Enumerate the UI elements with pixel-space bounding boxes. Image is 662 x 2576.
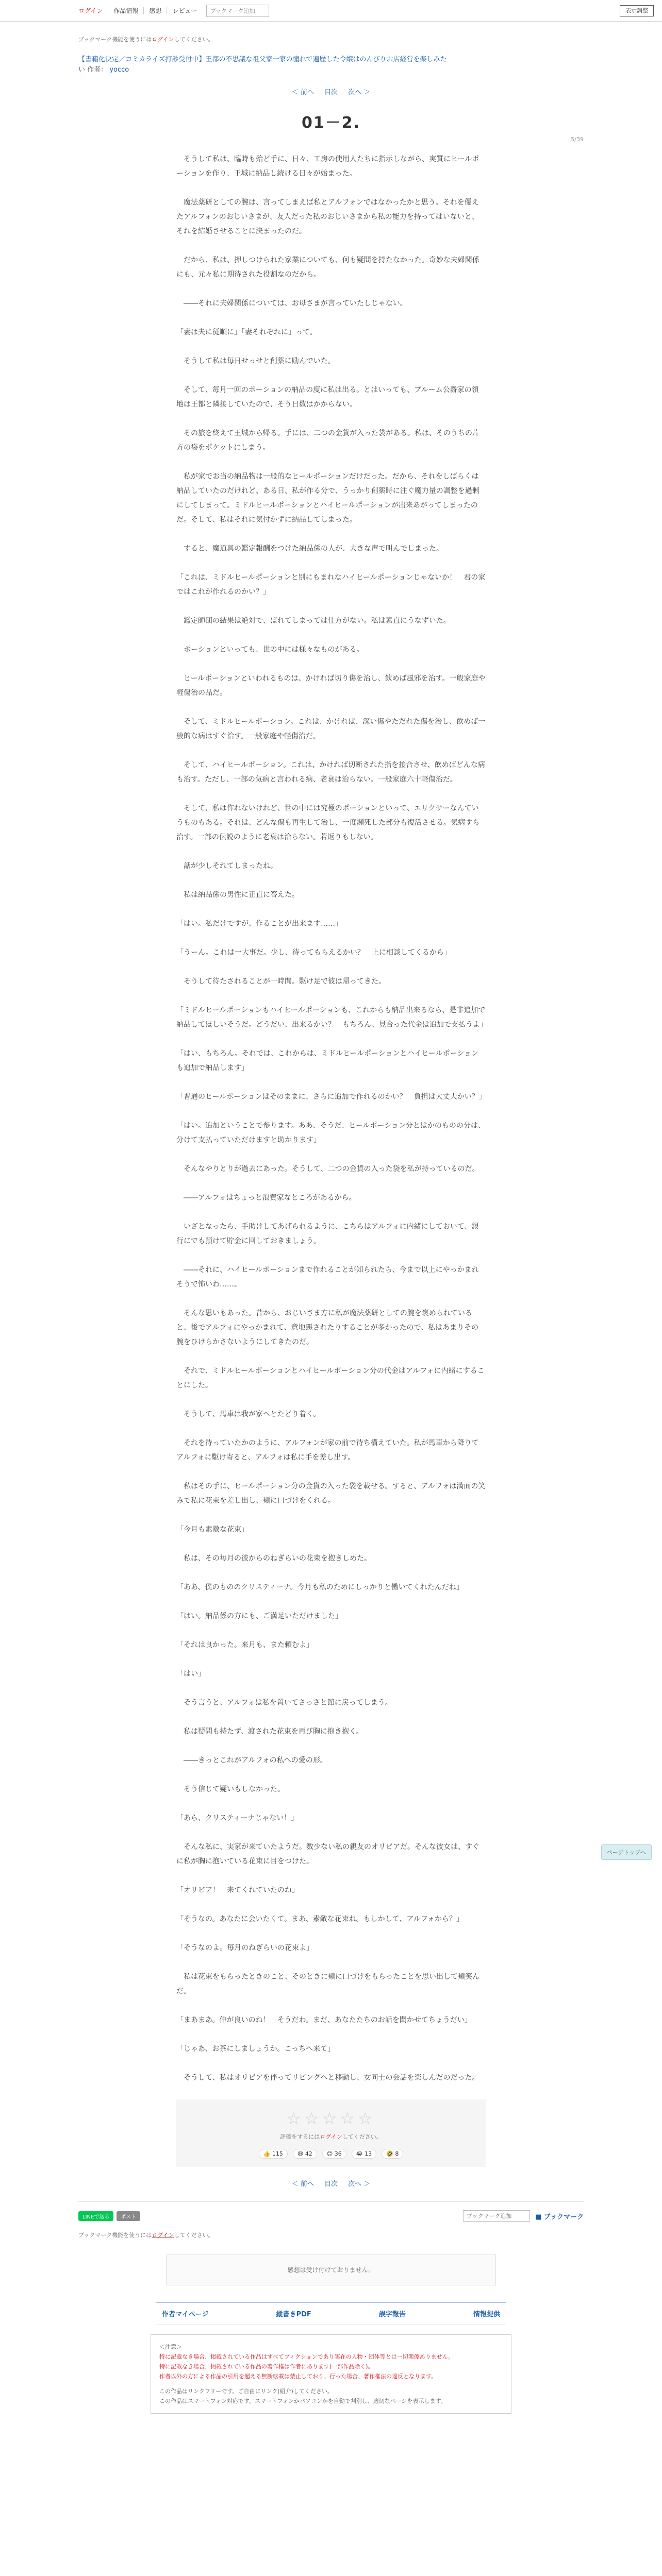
line-share-button[interactable]: LINEで送る (78, 2211, 113, 2221)
reaction-count: 36 (334, 2150, 342, 2157)
rating-note-after: してください。 (342, 2133, 382, 2140)
bookmark-note (78, 35, 584, 43)
paragraph: 「それは良かった。来月も、また頼むよ」 (176, 1641, 313, 1649)
paragraph: そして、ミドルヒールポーション。これは、かければ、深い傷やただれた傷を治し、飲めば一般的な病はすぐ治す。一般家庭や軽傷治だ。 (176, 718, 486, 740)
nav-review[interactable]: レビュー (172, 7, 197, 14)
notice-red-1: 特に記載なき場合、掲載されている作品はすべてフィクションであり実在の人物・団体等とは一切関係ありません。 (159, 2353, 454, 2360)
star-icon[interactable]: ☆ (358, 2109, 376, 2128)
rofl-icon: 🤣 (386, 2150, 393, 2157)
bookmark-search-input[interactable] (206, 5, 269, 17)
paragraph: いざとなったら、手助けしてあげられるように、こちらはアルフォに内緒にしておいて、銀行にでも預けて貯金に回しておきましょう。 (176, 1223, 479, 1245)
paragraph: 「今月も素敵な花束」 (176, 1526, 249, 1534)
bookmark-note-text: ブックマーク機能を使うには (78, 36, 152, 43)
paragraph: 「ミドルヒールポーションもハイヒールポーションも、これからも納品出来るなら、是非追加で納品してほしいそうだ。どうだい、出来るかい？ もちろん、見合った代金は追加で支払うよ」 (176, 1006, 487, 1029)
chapter-title: 01－2. (301, 114, 361, 132)
paragraph: だから、私は、押しつけられた家業についても、何も疑問を持たなかった。奇妙な夫婦関係にも、元々私に期待された役割なのだから。 (176, 256, 479, 279)
toc-link[interactable]: 目次 (324, 2180, 338, 2188)
star-icon[interactable]: ☆ (340, 2109, 358, 2128)
paragraph: ――アルフォはちょっと浪費家なところがあるから。 (176, 1194, 356, 1202)
paragraph: そうして、馬車は我が家へとたどり着く。 (176, 1410, 321, 1418)
bookmark-login-link[interactable]: ログイン (152, 36, 174, 43)
bookmark-label: ブックマーク (543, 2213, 584, 2221)
rating-note-text: 評価をするには (280, 2133, 320, 2140)
paragraph: そんな思いもあった。昔から、おじいさま方に私が魔法薬研としての腕を褒められていると、後でアルフォにやっかまれて、意地悪されたりすることが多かったので、私はあまりその腕をひけらかさないようにしてきたのだ。 (176, 1309, 479, 1346)
paragraph: ――きっとこれがアルフォの私への愛の形。 (176, 1756, 327, 1765)
paragraph: ポーションといっても、世の中には様々なものがある。 (176, 646, 364, 654)
paragraph: 「そうなのよ。毎月のねぎらいの花束よ」 (176, 1944, 313, 1952)
bookmark-button[interactable]: ■ ブックマーク (535, 2213, 584, 2221)
paragraph: 「普通のヒールポーションはそのままに、さらに追加で作れるのかい？ 負担は大丈夫かい？」 (176, 1093, 486, 1101)
paragraph: 「そうなの。あなたに会いたくて。まあ、素敵な花束ね。もしかして、アルフォから？」 (176, 1915, 464, 1923)
rating-stars (176, 2109, 486, 2128)
paragraph: 「はい。私だけですが、作ることが出来ます……」 (176, 920, 342, 928)
prev-link[interactable]: ＜ 前へ (291, 2180, 314, 2188)
reaction-count: 8 (395, 2150, 399, 2157)
paragraph: 「オリビア！ 来てくれていたのね」 (176, 1886, 299, 1894)
star-icon[interactable]: ☆ (286, 2109, 304, 2128)
paragraph: そして、私は作れないけれど、世の中には究極のポーションといって、エリクサーなんていうものもある。それは、どんな傷も再生して治し、一度瀕死した部分も復活させる。気病すら治す。一部の伝説のように老衰は治らない。若返りもしない。 (176, 804, 479, 841)
paragraph: そうして私は、臨時も殆ど手に、日々、工房の使用人たちに指示しながら、実質にヒールポーションを作り、王城に納品し続ける日々が始まった。 (176, 155, 479, 178)
author-label: 作者： (87, 66, 108, 74)
prev-link[interactable]: ＜ 前へ (291, 89, 314, 96)
cry-icon: 😭 (356, 2150, 363, 2157)
notice-heading: ＜注意＞ (159, 2344, 182, 2350)
novel-title[interactable] (78, 55, 450, 75)
novel-title-text[interactable]: 【書籍化決定／コミカライズ打診受付中】王都の不思議な祖父家一家の憧れで遍歴した令嬢はのんびりお店経営を楽しみたい (78, 56, 447, 74)
paragraph: ――それに、ハイヒールポーションまで作れることが知られたら、今まで以上にやっかまれそうで怖いわ……。 (176, 1266, 479, 1289)
paragraph: 私は、その毎月の彼からのねぎらいの花束を抱きしめた。 (176, 1554, 371, 1563)
thumbs-up-icon: 👍 (263, 2150, 271, 2157)
paragraph: その旅を終えて王城から帰る。手には、二つの金貨が入った袋がある。私は、そのうちの片方の袋をポケットにしまう。 (176, 429, 479, 452)
notice-red-3: 作者以外の方による作品の引用を超える無断転載は禁止しており、行った場合、著作権法の違反となります。 (159, 2373, 437, 2380)
paragraph: そんな私に、実家が来ていたようだ。数少ない私の親友のオリビアだ。そんな彼女は、すぐに私が胸に抱いている花束に目をつけた。 (176, 1843, 479, 1866)
reaction-smile[interactable] (322, 2149, 346, 2159)
page-number: 5/39 (571, 136, 584, 143)
paragraph: そして、毎月一回のポーションの納品の度に私は出る。とはいっても、ブルーム公爵家の領地は王都と隣接していたので、そう日数はかからない。 (176, 386, 479, 409)
bookmark-note-text-after: してください。 (174, 36, 214, 43)
top-pager (78, 87, 584, 96)
paragraph: 鑑定師団の結果は絶対で、ばれてしまっては仕方がない。私は素直にうなずいた。 (176, 617, 451, 625)
rating-login-link[interactable]: ログイン (320, 2133, 342, 2140)
paragraph: そして、ハイヒールポーション。これは、かければ切断された指を接合させ、飲めばどんな病も治す。ただし、一部の気病と言われる病、老衰は治らない。一般家庭六十軽傷治だ。 (176, 761, 485, 784)
bottom-pager (78, 2178, 584, 2188)
bookmark-login-link[interactable]: ログイン (152, 2232, 174, 2239)
paragraph: 「あら、クリスティーナじゃない！」 (176, 1814, 299, 1822)
reaction-lol[interactable] (382, 2149, 403, 2159)
paragraph: そう言うと、アルフォは私を置いてさっさと館に戻ってしまう。 (176, 1699, 392, 1707)
nav-impressions[interactable]: 感想 (144, 7, 167, 14)
paragraph: 「じゃあ、お茶にしましょうか。こっちへ来て」 (176, 2045, 335, 2053)
notice-line-1: この作品はリンクフリーです。ご自由にリンク(紹介)してください。 (159, 2388, 333, 2395)
paragraph: 「まあまあ。仲が良いのね！ そうだわ。まだ、あなたたちのお話を聞かせてちょうだい」 (176, 2016, 472, 2024)
author-link[interactable]: yocco (109, 66, 129, 74)
laugh-icon: 😆 (297, 2150, 304, 2157)
page-top-button[interactable]: ページトップへ (601, 1844, 652, 1860)
reaction-count: 13 (365, 2150, 372, 2157)
paragraph: 話が少しそれてしまったね。 (176, 862, 277, 870)
next-link[interactable]: 次へ ＞ (348, 2180, 371, 2188)
paragraph: ヒールポーションといわれるものは、かければ切り傷を治し、飲めば風邪を治す。一般家庭や軽傷治の品だ。 (176, 674, 486, 697)
paragraph: 「ああ、僕のもののクリスティーナ。今月も私のためにしっかりと働いてくれたんだね」 (176, 1583, 464, 1591)
login-link[interactable]: ログイン (78, 7, 108, 14)
share-bar (78, 2201, 584, 2222)
paragraph: 私は花束をもらったときのこと、そのときに頬に口づけをもらったことを思い出して頬笑んだ。 (176, 1973, 479, 1995)
paragraph: 「妻は夫に従順に」「妻それぞれに」って。 (176, 328, 317, 336)
paragraph: そう信じて疑いもしなかった。 (176, 1785, 285, 1793)
rating-note (176, 2132, 486, 2141)
paragraph: 私はその手に、ヒールポーション分の金貨の入った袋を載せる。すると、アルフォは満面の笑みで私に花束を差し出し、頬に口づけをくれる。 (176, 1482, 486, 1505)
notice-box (151, 2334, 511, 2414)
paragraph: 「うーん。これは一大事だ。少し、待ってもらえるかい？ 上に相談してくるから」 (176, 948, 451, 957)
nav-work-info[interactable]: 作品情報 (108, 7, 144, 14)
reaction-laugh[interactable] (293, 2149, 317, 2159)
notice-line-2: この作品はスマートフォン対応です。スマートフォンかパソコンかを自動で判別し、適切なページを表示します。 (159, 2398, 446, 2404)
paragraph: 「はい。追加ということで参ります。ああ、そうだ、ヒールポーション分とはかのものの分は、分けて支払っていただけますと助かります」 (176, 1122, 485, 1144)
paragraph: 「はい」 (176, 1670, 205, 1678)
paragraph: 私は納品係の男性に正直に答えた。 (176, 891, 299, 899)
top-nav-bar (0, 0, 662, 22)
paragraph: 私が家でお当の納品物は一般的なヒールポーションだけだった。だから、それをしばらくは納品していたのだけれど、ある日、私が作る分で、うっかり創薬時に注ぐ魔力量の調整を過剰にしてしまって。ミドルヒールポーションとハイヒールポーションが出来あがってしまったのだ。そして、私はそれに気付かずに納品してしまった。 (176, 472, 479, 524)
bookmark-note-bottom (78, 2231, 584, 2239)
vertical-pdf-link[interactable]: 縦書きPDF (276, 2311, 311, 2318)
bookmark-search-input-bottom[interactable] (463, 2210, 530, 2222)
footer-links (156, 2302, 506, 2325)
paragraph: 「はい、もちろん。それでは、これからは、ミドルヒールポーションとハイヒールポーションも追加で納品します」 (176, 1049, 479, 1072)
display-settings-button[interactable]: 表示調整 (620, 5, 654, 16)
reaction-list (176, 2149, 486, 2159)
paragraph: それで、ミドルヒールポーションとハイヒールポーション分の代金はアルフォに内緒にすることにした。 (176, 1367, 485, 1389)
reaction-count: 42 (305, 2150, 312, 2157)
star-icon[interactable]: ☆ (322, 2109, 340, 2128)
paragraph: そうして私は毎日せっせと創薬に励んでいた。 (176, 357, 335, 365)
notice-red-2: 特に記載なき場合、掲載されている作品の著作権は作者にあります(一部作品除く)。 (159, 2363, 374, 2370)
paragraph: そうして待たされることが一時間。駆け足で彼は帰ってきた。 (176, 977, 386, 986)
paragraph: すると、魔道具の鑑定報酬をつけた納品係の人が、大きな声で叫んでしまった。 (176, 545, 443, 553)
chapter-body (176, 152, 486, 2085)
reaction-good[interactable] (259, 2149, 288, 2159)
reaction-count: 115 (272, 2150, 283, 2157)
share-right (463, 2210, 584, 2222)
reaction-cry[interactable] (352, 2149, 376, 2159)
star-icon[interactable]: ☆ (304, 2109, 322, 2128)
impressions-box: 感想は受け付けておりません。 (166, 2255, 496, 2285)
paragraph: 「これは、ミドルヒールポーションと別にもまれなハイヒールポーションじゃないか！ 君の家ではこれが作れるのかい？」 (176, 573, 486, 596)
bookmark-note-text: ブックマーク機能を使うには (78, 2232, 152, 2239)
paragraph: 私は疑問も持たず、渡された花束を再び胸に抱き抱く。 (176, 1727, 363, 1736)
bookmark-note-text-after: してください。 (174, 2232, 214, 2239)
post-share-button[interactable]: ポスト (117, 2211, 140, 2221)
paragraph: ――それに夫婦関係については、お母さまが言っていたしじゃない。 (176, 299, 407, 308)
paragraph: 魔法薬研としての腕は、言ってしまえば私とアルフォンではなかったかと思う。それを優えたアルフォンのおじいさまが、友人だった私のおじいさまから私の能力を持ってはいないと、それを結婚させることに決まったのだ。 (176, 198, 479, 235)
toc-link[interactable]: 目次 (324, 89, 338, 96)
typo-report-link[interactable]: 誤字報告 (378, 2311, 406, 2318)
rating-box (176, 2099, 486, 2167)
info-provide-link[interactable]: 情報提供 (473, 2311, 500, 2318)
author-mypage-link[interactable]: 作者マイページ (162, 2311, 209, 2318)
smile-icon: 😊 (326, 2150, 333, 2157)
paragraph: そうして、私はオリビアを伴ってリビングへと移動し、女同士の会話を楽しんだのだった。 (176, 2074, 479, 2082)
paragraph: それを待っていたかのように、アルフォンが家の前で待ち構えていた。私が馬車から降りてアルフォに駆け寄ると、アルフォは私に手を差し出す。 (176, 1439, 479, 1462)
paragraph: そんなやりとりが過去にあった。そうして、二つの金貨の入った袋を私が持っているのだ。 (176, 1165, 479, 1173)
paragraph: 「はい。納品係の方にも、ご満足いただけました」 (176, 1612, 342, 1620)
next-link[interactable]: 次へ ＞ (348, 89, 371, 96)
